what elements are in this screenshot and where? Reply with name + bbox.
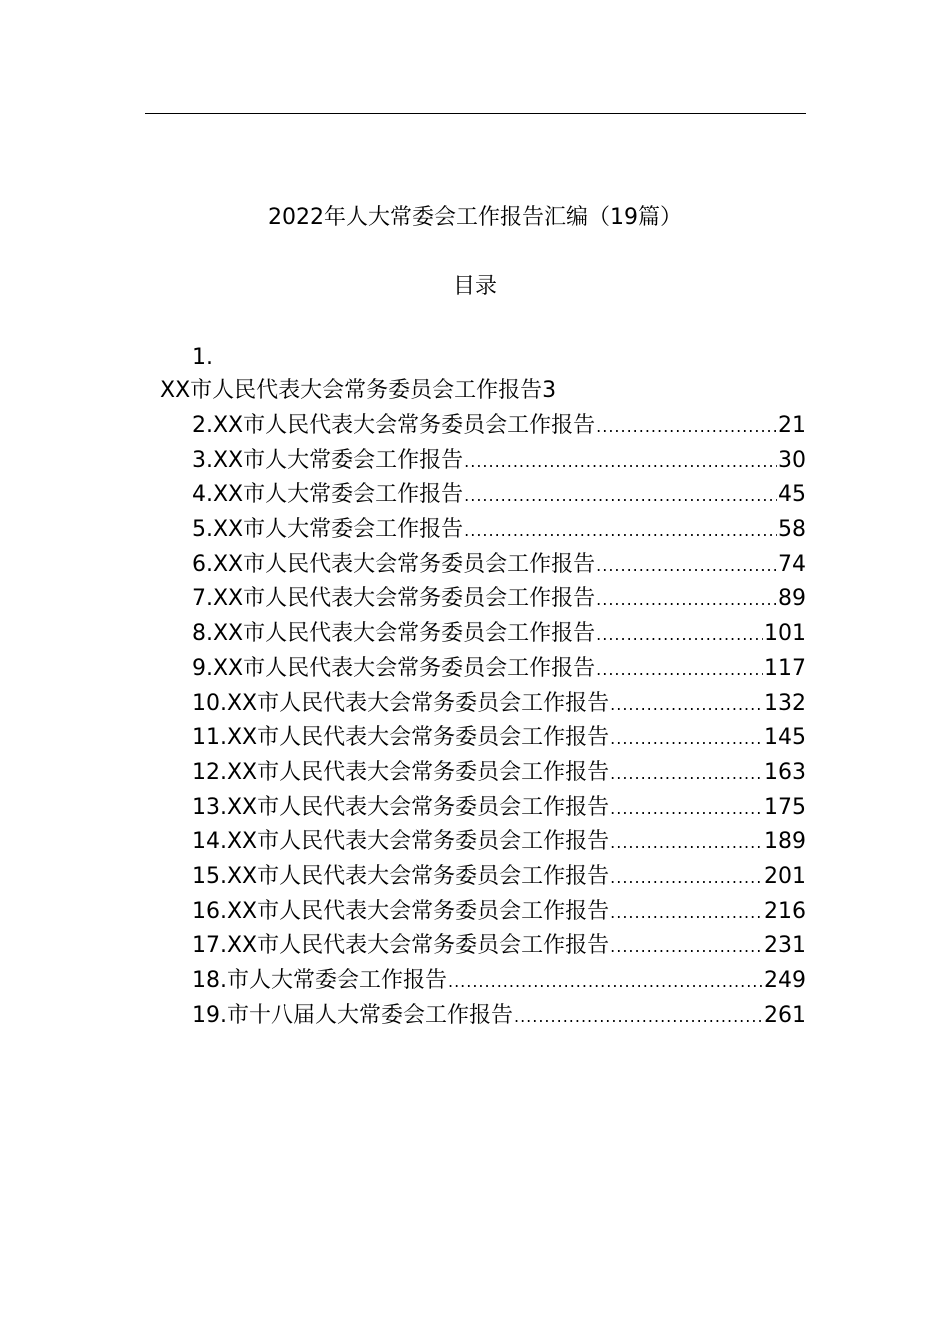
toc-entry-label: 11.XX市人民代表大会常务委员会工作报告	[192, 725, 610, 751]
toc-entry-page: 101	[764, 621, 806, 647]
toc-entry-page: 45	[778, 482, 806, 508]
toc-entry-label: 8.XX市人民代表大会常务委员会工作报告	[192, 621, 596, 647]
toc-entry-page: 231	[764, 933, 806, 959]
toc-entry-page: 145	[764, 725, 806, 751]
toc-first-entry-number[interactable]: 1.	[192, 345, 213, 370]
toc-entry[interactable]	[192, 687, 806, 722]
toc-dot-leader	[610, 757, 763, 791]
toc-entry-label: 4.XX市人大常委会工作报告	[192, 482, 464, 508]
toc-entry-page: 74	[778, 551, 806, 577]
toc-dot-leader	[596, 653, 763, 687]
toc-entry[interactable]	[192, 756, 806, 791]
toc-entry-label: 3.XX市人大常委会工作报告	[192, 447, 464, 473]
toc-entry[interactable]	[192, 895, 806, 930]
toc-entry-page: 163	[764, 759, 806, 785]
toc-dot-leader	[464, 445, 777, 479]
toc-dot-leader	[596, 583, 777, 617]
toc-entry[interactable]	[192, 929, 806, 964]
toc-entry[interactable]	[192, 860, 806, 895]
toc-entry[interactable]	[192, 964, 806, 999]
toc-entry[interactable]	[192, 652, 806, 687]
toc-first-entry-text[interactable]: XX市人民代表大会常务委员会工作报告3	[160, 378, 557, 403]
toc-dot-leader	[610, 826, 763, 860]
toc-entry-page: 132	[764, 690, 806, 716]
toc-entry-label: 14.XX市人民代表大会常务委员会工作报告	[192, 829, 610, 855]
toc-entry[interactable]	[192, 582, 806, 617]
toc-entry-page: 30	[778, 447, 806, 473]
toc-dot-leader	[596, 618, 763, 652]
toc-entry[interactable]	[192, 513, 806, 548]
toc-dot-leader	[448, 965, 763, 999]
toc-entry[interactable]	[192, 444, 806, 479]
toc-entry-label: 9.XX市人民代表大会常务委员会工作报告	[192, 655, 596, 681]
header-rule	[145, 113, 806, 114]
toc-entry-page: 21	[778, 413, 806, 438]
toc-entry-label: 15.XX市人民代表大会常务委员会工作报告	[192, 863, 610, 889]
toc-entry-label: 5.XX市人大常委会工作报告	[192, 517, 464, 543]
toc-dot-leader	[464, 514, 777, 548]
toc-entry-label: 16.XX市人民代表大会常务委员会工作报告	[192, 898, 610, 924]
toc-entry[interactable]	[192, 825, 806, 860]
toc-entry-label: 2.XX市人民代表大会常务委员会工作报告	[192, 413, 596, 438]
document-title: 2022年人大常委会工作报告汇编（19篇）	[268, 205, 682, 230]
toc-entry-page: 201	[764, 863, 806, 889]
toc-entry[interactable]	[192, 478, 806, 513]
toc-dot-leader	[596, 410, 777, 444]
toc-dot-leader	[610, 930, 763, 964]
toc-dot-leader	[596, 549, 777, 583]
toc-entry[interactable]	[192, 999, 806, 1034]
toc-entry-label: 12.XX市人民代表大会常务委员会工作报告	[192, 759, 610, 785]
toc-entry-label: 6.XX市人民代表大会常务委员会工作报告	[192, 551, 596, 577]
toc-list	[192, 409, 806, 1033]
toc-entry-page: 58	[778, 517, 806, 543]
toc-entry-label: 10.XX市人民代表大会常务委员会工作报告	[192, 690, 610, 716]
toc-dot-leader	[610, 792, 763, 826]
toc-entry[interactable]	[192, 721, 806, 756]
toc-entry-page: 175	[764, 794, 806, 820]
toc-entry-page: 261	[764, 1002, 806, 1028]
toc-entry-page: 89	[778, 586, 806, 612]
toc-entry-page: 216	[764, 898, 806, 924]
toc-entry-label: 7.XX市人民代表大会常务委员会工作报告	[192, 586, 596, 612]
toc-dot-leader	[610, 688, 763, 722]
toc-dot-leader	[464, 479, 777, 513]
toc-entry[interactable]	[192, 791, 806, 826]
toc-entry-label: 17.XX市人民代表大会常务委员会工作报告	[192, 933, 610, 959]
toc-dot-leader	[610, 896, 763, 930]
toc-entry-label: 13.XX市人民代表大会常务委员会工作报告	[192, 794, 610, 820]
toc-dot-leader	[514, 1000, 763, 1034]
toc-entry-label: 18.市人大常委会工作报告	[192, 968, 447, 993]
toc-entry-page: 249	[764, 968, 806, 993]
toc-dot-leader	[610, 861, 763, 895]
toc-entry[interactable]	[192, 617, 806, 652]
toc-heading: 目录	[452, 274, 497, 299]
toc-dot-leader	[610, 722, 763, 756]
toc-entry-label: 19.市十八届人大常委会工作报告	[192, 1002, 513, 1028]
toc-entry-page: 189	[764, 829, 806, 855]
toc-entry[interactable]	[192, 409, 806, 444]
toc-entry[interactable]	[192, 548, 806, 583]
toc-entry-page: 117	[764, 655, 806, 681]
